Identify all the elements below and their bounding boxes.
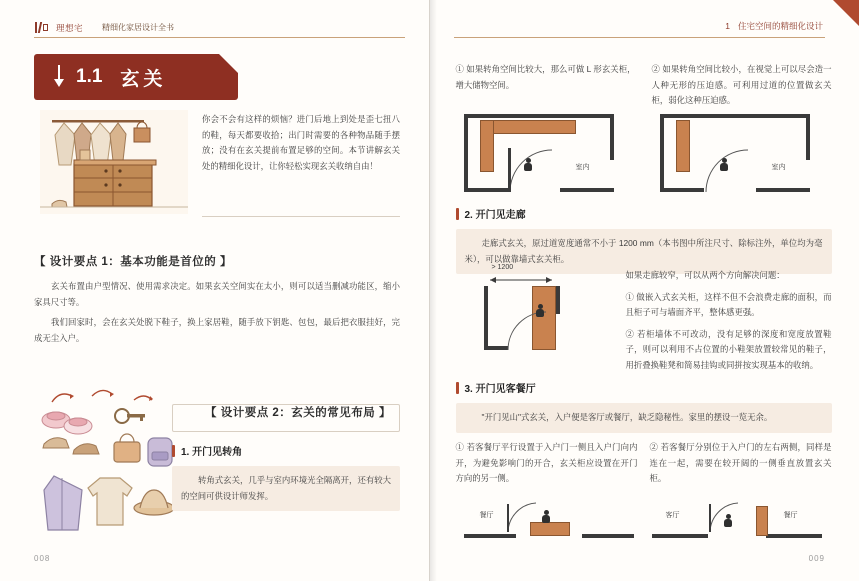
cabinet-side (676, 120, 690, 172)
dimension-label-1200: > 1200 (491, 264, 514, 271)
person-figure (542, 510, 551, 523)
intro-paragraph: 你会不会有这样的烦恼？进门后地上到处是歪七扭八的鞋，每天都要收拾；出门时需要的各种物品随手摆放；没有在玄关提前布置足够的空间。本节讲解玄关处的精细化设计，让你轻松实现玄关收纳自由！ (202, 114, 400, 171)
design-point-1-heading: 【 设计要点 1：基本功能是首位的 】 (34, 256, 232, 268)
folio-left: 008 (34, 554, 51, 563)
corridor-note-2: ② 若柜墙体不可改动，没有足够的深度和宽度放置鞋子，则可以利用不占位置的小鞋架放置较常见的鞋子，用折叠换鞋凳和简易挂钩或同拼按实现基本的收纳。 (625, 328, 832, 370)
running-head-right (454, 20, 826, 32)
layout-1-subheading (172, 443, 400, 458)
head-rule-right (454, 37, 826, 38)
design-point-1-paragraph-1: 玄关布置由户型情况、使用需求决定。如果玄关空间实在太小，则可以适当删减功能区，缩小家具尺寸等。 (34, 281, 400, 307)
wall-top (464, 114, 614, 118)
layout-2-title: 2. 开门见走廊 (464, 210, 526, 221)
running-head-left (34, 20, 405, 35)
layout-1-title: 1. 开门见转角 (181, 447, 243, 458)
down-arrow-icon (52, 65, 66, 89)
layout-1-paragraph: 转角式玄关，几乎与室内环境光全隔离开，还有较大的空间可供设计师发挥。 (172, 466, 400, 511)
section-number: 1.1 (76, 66, 103, 87)
intro-block (34, 112, 400, 214)
intro-divider (202, 216, 400, 217)
entry-items-illustration (30, 380, 190, 540)
wall-right (582, 534, 634, 538)
plan-living-dining-a (464, 492, 634, 548)
wall-left (464, 534, 516, 538)
wall-bottom (488, 346, 508, 350)
plan-corner-large (464, 114, 624, 204)
wall-bottom-left (664, 188, 704, 192)
right-page (430, 0, 859, 581)
door-swing-icon (506, 500, 540, 534)
layout-3-note-1: ① 若客餐厅平行设置于入户门一侧且入户门向内开，为避免影响门的开合，玄关柜应设置在开门方向的另一侧。 (455, 442, 638, 484)
wall-right-upper (556, 286, 560, 314)
layout-3-title: 3. 开门见客餐厅 (464, 384, 536, 395)
door-swing-icon (704, 148, 760, 194)
layout-3-subheading (456, 380, 832, 395)
label-can-ting-a: 餐厅 (479, 512, 494, 519)
door-swing-icon (508, 148, 564, 194)
wall-right (806, 114, 810, 160)
subhead-bar (456, 382, 459, 394)
cabinet-top (480, 120, 576, 134)
layout-3-paragraph: "开门见山"式玄关，入户便是客厅或餐厅，缺乏隐秘性。家里的摆设一览无余。 (456, 403, 832, 433)
wall-left (660, 114, 664, 192)
folio-right: 009 (808, 554, 825, 563)
person-figure (524, 158, 533, 171)
design-point-2-box (172, 404, 400, 432)
wall-left (652, 534, 708, 538)
entryway-illustration (34, 108, 194, 220)
note-corner-small: ② 如果转角空间比较小，在视觉上可以尽会造一人种无形的压迫感。可利用过道的位置做玄关柜，弱化这种压迫感。 (651, 64, 832, 106)
corner-tab (833, 0, 859, 26)
subhead-bar (172, 445, 175, 457)
person-figure (720, 158, 729, 171)
layout-2-subheading (456, 206, 832, 221)
subhead-bar (456, 208, 459, 220)
corridor-notes-intro: 如果走廊较窄，可以从两个方向解决问题： (625, 270, 785, 280)
section-banner (34, 54, 238, 100)
layout-3-note-2: ② 若客餐厅分别位于入户门的左右两侧，同样是连在一起，需要在较开阔的一侧垂直放置玄关柜。 (649, 442, 832, 484)
label-indoor-1: 室内 (575, 164, 590, 171)
person-figure (724, 514, 733, 527)
cabinet-side (480, 120, 494, 172)
design-point-2-heading: 【 设计要点 2：玄关的常见布局 】 (205, 407, 391, 419)
label-ke-ting: 客厅 (665, 512, 680, 519)
chapter-name: 住宅空间的精细化设计 (737, 21, 823, 31)
wall-top (660, 114, 810, 118)
plan-corner-small (660, 114, 820, 204)
wall-right (766, 534, 822, 538)
wall-right (610, 114, 614, 160)
wall-bottom-right (560, 188, 614, 192)
book-subtitle: 精细化家居设计全书 (96, 22, 180, 33)
section-title: 玄关 (120, 68, 167, 90)
wall-left (484, 286, 488, 350)
publisher-name: 理想宅 (56, 22, 89, 34)
wall-bottom-left (468, 188, 508, 192)
layout-2-paragraph: 走廊式玄关，原过道宽度通常不小于 1200 mm（本书图中所注尺寸、除标注外，单位均为毫米），可以做靠墙式玄关柜。 (456, 229, 832, 274)
note-corner-large: ① 如果转角空间比较大，那么可做 L 形玄关柜，增大储物空间。 (455, 64, 636, 90)
head-rule (34, 37, 405, 38)
plan-corridor (470, 266, 610, 366)
wall-left (464, 114, 468, 192)
publisher-logo-icon (34, 20, 49, 35)
label-can-ting-b: 餐厅 (783, 512, 798, 519)
plan-living-dining-b (652, 492, 822, 548)
label-indoor-2: 室内 (771, 164, 786, 171)
wall-bottom-right (756, 188, 810, 192)
dimension-arrow-icon (488, 276, 554, 284)
person-figure (536, 304, 545, 317)
design-point-1-paragraph-2: 我们回家时，会在玄关处脱下鞋子，换上家居鞋，随手放下钥匙、包包，最后把衣服挂好，完成无尘入户。 (34, 316, 400, 343)
cabinet (756, 506, 768, 536)
chapter-number: 1 (717, 21, 730, 31)
corridor-note-1: ① 做嵌入式玄关柜，这样不但不会浪费走廊的面积，而且柜子可与墙面齐平，整体感更强。 (625, 291, 832, 318)
door-swing-icon (506, 310, 552, 352)
